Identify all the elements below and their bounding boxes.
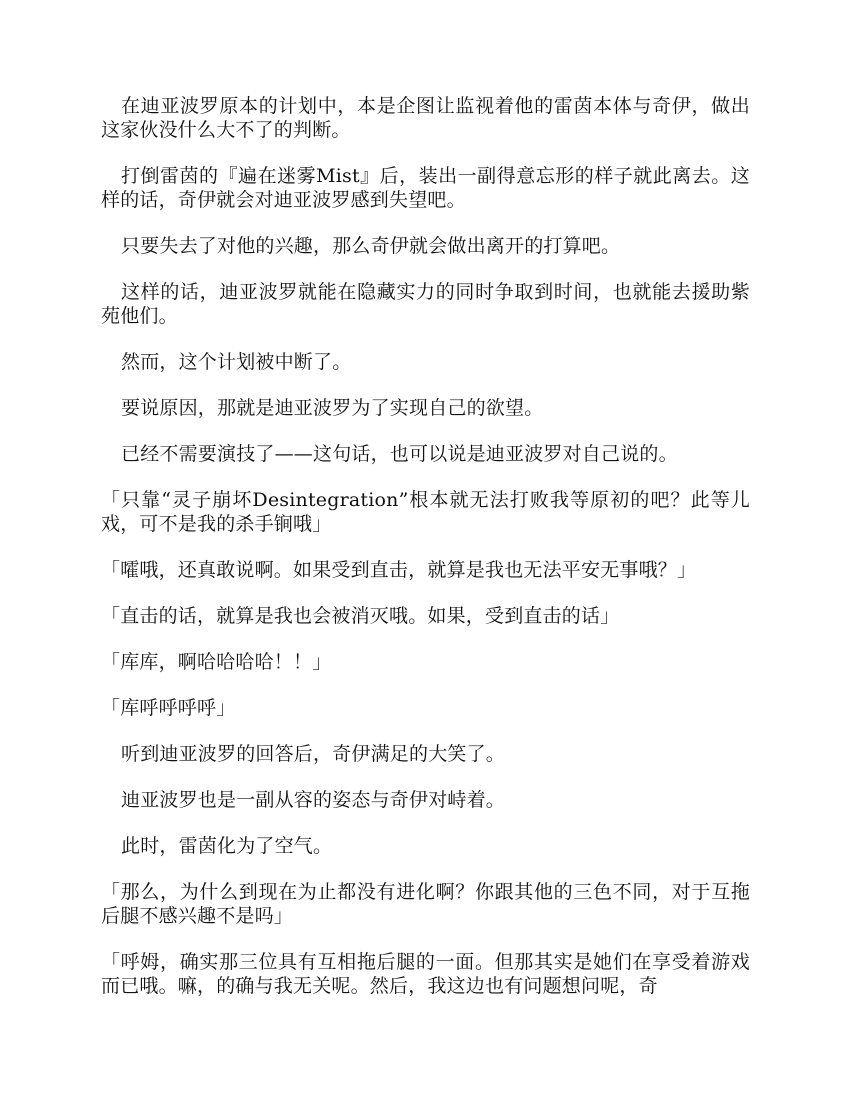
paragraph-10: 此时，雷茵化为了空气。 — [121, 835, 333, 857]
paragraph-9: 迪亚波罗也是一副从容的姿态与奇伊对峙着。 — [121, 789, 506, 811]
paragraph-3: 只要失去了对他的兴趣，那么奇伊就会做出离开的打算吧。 — [121, 235, 621, 257]
dialog-line-3: 「直击的话，就算是我也会被消灭哦。如果，受到直击的话」 — [101, 605, 620, 627]
paragraph-6: 要说原因，那就是迪亚波罗为了实现自己的欲望。 — [121, 397, 544, 419]
paragraph-7: 已经不需要演技了——这句话，也可以说是迪亚波罗对自己说的。 — [121, 443, 678, 465]
dialog-line-6: 「那么，为什么到现在为止都没有进化啊？你跟其他的三色不同，对于互拖后腿不感兴趣不是吗」 — [101, 881, 750, 927]
paragraph-1: 在迪亚波罗原本的计划中，本是企图让监视着他的雷茵本体与奇伊，做出这家伙没什么大不了的判断。 — [101, 95, 750, 141]
dialog-line-7: 「呼姆，确实那三位具有互相拖后腿的一面。但那其实是她们在享受着游戏而已哦。嘛，的确与我无关呢。然后，我这边也有问题想问呢，奇 — [101, 951, 750, 997]
paragraph-5: 然而，这个计划被中断了。 — [121, 351, 352, 373]
dialog-line-2: 「嚯哦，还真敢说啊。如果受到直击，就算是我也无法平安无事哦？」 — [101, 559, 697, 581]
dialog-line-5: 「库呼呼呼呼」 — [101, 697, 236, 719]
paragraph-4: 这样的话，迪亚波罗就能在隐藏实力的同时争取到时间，也就能去援助紫苑他们。 — [101, 281, 750, 327]
paragraph-2: 打倒雷茵的『遍在迷雾Mist』后，装出一副得意忘形的样子就此离去。这样的话，奇伊就会对迪亚波罗感到失望吧。 — [101, 165, 750, 211]
dialog-line-1: 「只靠“灵子崩坏Desintegration”根本就无法打败我等原初的吧？此等儿戏，可不是我的杀手锏哦」 — [101, 489, 750, 535]
paragraph-8: 听到迪亚波罗的回答后，奇伊满足的大笑了。 — [121, 743, 506, 765]
dialog-line-4: 「库库，啊哈哈哈哈！！」 — [101, 651, 332, 673]
